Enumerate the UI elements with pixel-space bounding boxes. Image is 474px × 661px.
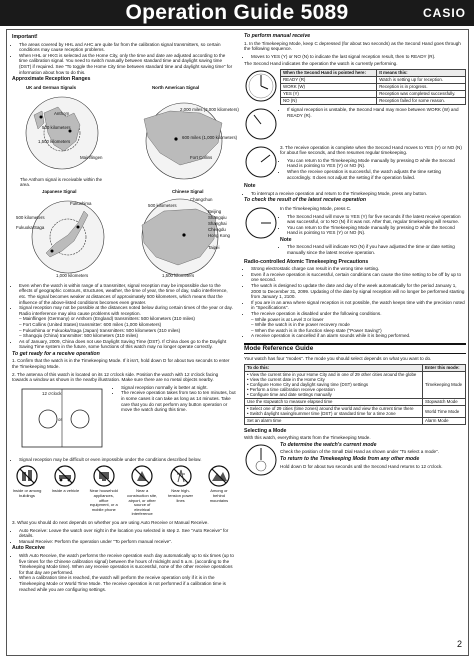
range-item: – Fort Collins (United States) transmitter: 600 miles (1,000 kilometers) (19, 321, 162, 327)
table-row (245, 417, 466, 424)
latest-note-heading: Note (280, 236, 292, 243)
table-cell (245, 417, 423, 424)
interference-icons (12, 465, 234, 517)
watch-face-icon (244, 145, 278, 179)
diag-bullet: • Signal reception normally is better at night. (121, 385, 239, 391)
important-bullet: • The areas covered by HHL and AHC are quite far from the calibration signal transmitters, so certain conditions may cause reception problems. (19, 42, 234, 53)
determine-mode-block (244, 443, 466, 479)
manual-step-2b (244, 107, 466, 143)
right-column (244, 34, 466, 480)
range-item: – Fukushima or Fukuoka/Saga (Japan) transmitters: 500 kilometers (310 miles) (19, 327, 181, 333)
manual-bullet: • Moves to YES (Y) or NO (N) to indicate the last signal reception result, then to READY (R). (251, 54, 466, 60)
watch-diagram (244, 206, 280, 242)
range-bullet: • As of January, 2009, China does not use Daylight Saving Time (DST). If China does go to the Daylight Saving Time system in the future, some functions of this watch may no longer operate correctly. (19, 339, 234, 350)
manual-step-1: 1. In the Timekeeping Mode, keep C depressed (for about two seconds) as the Second Hand goes through the following sequence. (244, 40, 461, 52)
manual-heading: To perform manual receive (244, 33, 311, 39)
jp-label: Fukuoka/Saga (16, 224, 45, 230)
uk-label: Mainflingen (80, 154, 103, 160)
vehicle-icon (54, 465, 76, 487)
important-heading: Important! (12, 34, 38, 40)
cn-label: Beijing (208, 208, 222, 214)
important-bullet: • When HHL or HKG is selected as the Home City, only the time and date are adjusted according to the time calibration signal. You need to switch manually between standard time and daylight saving time (DST) if required. See "To toggle the Home City time between standard time and daylight saving time" for information about how to do this. (19, 53, 234, 75)
buildings-warning (12, 465, 42, 517)
watch-diagram (244, 69, 280, 105)
precautions-heading: Radio-controlled Atomic Timekeeping Precautions (244, 258, 369, 265)
mode-task: • View the current date in the Home City (247, 377, 325, 383)
auto-bullet: • With Auto Receive, the watch performs the receive operation each day automatically up to six times (up to five times for the Chinese calibration signal) between the hours of midnight and 5 a.m. (according to the Timekeeping Mode time). When any receive operation is successful, none of the other receive operations for that day are performed. (19, 553, 234, 575)
icon-caption: Near a construction site, airport, or other source of electrical interference (127, 488, 158, 517)
na-label: 600 miles (1,000 kilometers) (182, 134, 238, 140)
note-heading: Note (244, 183, 256, 190)
left-column (12, 34, 239, 594)
poor-list (12, 457, 234, 463)
determine-text: Check the position of the Small Dial Hand as shown under "To select a mode". (280, 449, 440, 455)
precaution-bullet: • The receive operation is disabled under the following conditions. (251, 311, 466, 317)
step3-item: • Manual Receive: Perform the operation under "To perform manual receive". (19, 539, 234, 545)
table-row (245, 371, 466, 398)
mode-task: • Configure Home City and daylight saving time (DST) settings (247, 382, 369, 388)
uk-label: Anthorn (54, 110, 70, 116)
mode-table-header: Enter this mode: (422, 364, 465, 371)
mode-name: Alarm Mode (422, 417, 465, 424)
uk-map-title: UK and German Signals (26, 84, 77, 90)
construction-icon (131, 465, 153, 487)
mode-task: Set an alarm time (247, 418, 282, 424)
table-row (245, 398, 466, 405)
ranges-heading: Approximate Reception Ranges (12, 76, 91, 83)
note-bullet: • To interrupt a receive operation and return to the Timekeeping Mode, press any button. (251, 191, 466, 197)
step3-bullet: • When the receive operation is successful, the watch adjusts the time setting accordingly. It does not adjust the setting if the operation failed. (287, 169, 466, 180)
icon-caption: Inside a vehicle (51, 488, 80, 494)
range-bullet: • Even when the watch is within range of a transmitter, signal reception may be impossible due to the effects of geographic contours, structures, weather, the time of year, the time of day, radio interference, etc. The signal becomes weaker at distances of approximately 500 kilometers, which means that the influence of the above-listed conditions becomes even greater. (19, 283, 234, 305)
mode-task: • Perform a time calibration receive operation (247, 387, 335, 393)
step3-text: 3. The receive operation is complete when the Second Hand moves to YES (Y) or NO (N) for about five seconds, and then resumes regular timekeeping. (280, 144, 462, 156)
window-illustration (18, 385, 108, 451)
jp-label: Fukushima (70, 200, 92, 206)
uk-note: The Anthorn signal is receivable within the area. (20, 176, 103, 187)
result-table-header: It means this: (377, 69, 466, 76)
auto-heading: Auto Receive (12, 545, 45, 552)
unstable-list (280, 107, 466, 118)
uk-label: 1,500 kilometers (38, 138, 71, 144)
icon-caption: Inside or among buildings (12, 488, 42, 499)
latest-heading: To check the result of the latest receive operation (244, 197, 367, 204)
manual-step-2 (244, 69, 466, 105)
latest-note-list (280, 244, 466, 255)
latest-block (244, 206, 466, 258)
table-cell (245, 371, 423, 398)
precaution-bullet: • The watch is designed to update the date and day of the week automatically for the period January 1, 2000 to December 31, 2099. Updating of the date by signal reception will no longer be performed starting from January 1, 2100. (251, 283, 466, 300)
buildings-icon (16, 465, 38, 487)
cn-label: 500 kilometers (148, 202, 177, 208)
powerline-warning (166, 465, 196, 517)
unstable-bullet: • If signal reception is unstable, the Second Hand may move between WORK (W) and READY (R). (287, 107, 466, 118)
precaution-item: – While the watch is in the power recovery mode (251, 322, 350, 328)
table-cell: YES (Y) (281, 90, 377, 97)
ready-step-1: 1. Confirm that the watch is in the Timekeeping Mode. If it isn't, hold down D for about two seconds to enter the Timekeeping Mode. (12, 358, 230, 370)
precaution-bullet: • Strong electrostatic charge can result in the wrong time setting. (251, 266, 466, 272)
auto-bullet: • When a calibration time is reached, the watch will perform the receive operation only if it is in the Timekeeping Mode or World Time Mode. The receive operation is not performed if a calibration time is reached while you are configuring settings. (19, 575, 234, 592)
table-row (281, 76, 466, 83)
ready-heading: To get ready for a receive operation (12, 350, 100, 357)
latest-bullet: • The Second Hand will move to YES (Y) for five seconds if the latest receive operation was successful, or to NO (N) if it was not. After that, regular timekeeping will resume. (287, 214, 466, 225)
range-item: – Mainflingen (Germany) or Anthorn (England) transmitters: 500 kilometers (310 miles) (19, 316, 195, 322)
latest-intro: In the Timekeeping Mode, press C. (280, 205, 352, 211)
poor-bullet: • Signal reception may be difficult or even impossible under the conditions described below. (19, 457, 234, 463)
mode-task: • Configure time and date settings manually (247, 392, 332, 398)
latest-note: • The Second Hand will indicate NO (N) if you have adjusted the time or date setting manually since the latest receive operation. (287, 244, 466, 255)
watch-diagram (244, 145, 280, 181)
result-table (280, 69, 466, 105)
table-cell: Reception was completed successfully. (377, 90, 466, 97)
cn-label: Taipei (208, 244, 220, 250)
diag-label: or (58, 416, 62, 422)
auto-list (12, 553, 234, 592)
mountain-icon (208, 465, 230, 487)
diag-label: 12 o'clock (42, 390, 62, 396)
range-item: – Shangqiu (China) transmitter: 500 kilometers (310 miles) (19, 333, 138, 339)
watch-face-icon (244, 69, 278, 103)
select-mode-text: With this watch, everything starts from the Timekeeping Mode. (244, 435, 371, 441)
cn-label: 1,500 kilometers (162, 272, 195, 278)
step3-list (12, 528, 234, 545)
return-heading: To return to the Timekeeping Mode from any other mode (280, 455, 420, 462)
table-cell: READY (R) (281, 76, 377, 83)
range-bullet: • Signal reception may not be possible at the distances noted below during certain times of the year or day. Radio interference may also cause problems with reception. (19, 305, 234, 316)
mode-task: • Switch daylight saving/summer time (DST) or standard time for a time zone (247, 411, 396, 417)
mode-ref-intro: Your watch has four "modes". The mode you should select depends on what you want to do. (244, 355, 432, 361)
table-row (245, 405, 466, 417)
brand-logo: CASIO (422, 6, 466, 20)
jp-label: 1,000 kilometers (56, 272, 89, 278)
range-list (12, 283, 234, 350)
watch-diagram (244, 107, 280, 143)
mode-name: Stopwatch Mode (422, 398, 465, 405)
precaution-bullet: • A receive operation is cancelled if an alarm sounds while it is being performed. (251, 333, 466, 339)
table-cell: WORK (W) (281, 83, 377, 90)
na-map-title: North American Signal (152, 84, 200, 90)
mountain-warning (204, 465, 234, 517)
latest-list (280, 214, 466, 236)
diag-bullet: • The receive operation takes from two to ten minutes, but in some cases it can take as long as 14 minutes. Take care that you do not perform any button operation or move the watch during this time. (121, 390, 239, 412)
header-bar (0, 0, 474, 26)
step3-item: • Auto Receive: Leave the watch over night in the location you selected in step 2. See "Auto Receive" for details. (19, 528, 234, 539)
uk-label: 500 kilometers (42, 124, 71, 130)
result-table-wrap (280, 69, 466, 105)
table-cell: Watch is setting up for reception. (377, 76, 466, 83)
select-mode-heading: Selecting a Mode (244, 427, 287, 434)
mode-name: World Time Mode (422, 405, 465, 417)
step3-bullets (280, 158, 466, 180)
cn-label: Hong Kong (208, 232, 230, 238)
manual-step-3 (244, 145, 466, 183)
power-line-icon (170, 465, 192, 487)
icon-caption: Among or behind mountains (209, 488, 229, 503)
ready-step-3: 3. What you should do next depends on whether you are using Auto Receive or Manual Receive. (12, 520, 209, 525)
precaution-bullet: • Even if a receive operation is successful, certain conditions can cause the time setting to be off by up to one second. (251, 272, 466, 283)
table-cell: Reception failed for some reason. (377, 97, 466, 104)
mode-reference-heading: Mode Reference Guide (244, 343, 466, 354)
mode-name: Timekeeping Mode (422, 371, 465, 398)
note-list (244, 191, 466, 197)
table-cell: Reception is in progress. (377, 83, 466, 90)
precaution-bullet: • If you are in an area where signal reception is not possible, the watch keeps time with the precision noted in "Specifications". (251, 300, 466, 311)
table-row (281, 97, 466, 104)
manual-list (244, 54, 466, 60)
mode-task: • Select one of 29 cities (time zones) around the world and view the current time there (247, 406, 414, 412)
latest-bullet: • You can return to the Timekeeping Mode manually by pressing D while the Second Hand is pointing to YES (Y) or NO (N). (287, 225, 466, 236)
important-list (12, 42, 234, 76)
watch-diagram (244, 443, 280, 479)
icon-caption: Near household appliances, office equipment, or a mobile phone (89, 488, 118, 512)
jp-map-title: Japanese Signal (42, 188, 77, 194)
precaution-item: – When the watch is in the function sleep state ("Power Saving") (251, 327, 382, 333)
page-title: Operation Guide 5089 (125, 1, 349, 24)
step3-bullet: • You can return to the Timekeeping Mode manually by pressing D while the Second Hand is pointing to YES (Y) or NO (N). (287, 158, 466, 169)
ready-step-2: 2. The antenna of this watch is located on its 12 o'clock side. Position the watch with 12 o'clock facing towards a window as shown in the nearby illustration. Make sure there are no metal objects nearby. (12, 371, 219, 383)
table-row (281, 90, 466, 97)
manual-step-1b: The Second Hand indicates the operation the watch is currently performing. (244, 61, 398, 67)
watch-face-icon (244, 107, 278, 141)
precautions-list (244, 266, 466, 339)
watch-face-icon (244, 206, 278, 240)
determine-heading: To determine the watch's current mode (280, 441, 377, 448)
cn-label: Chengdu (208, 226, 226, 232)
construction-warning (127, 465, 157, 517)
return-text: Hold down D for about two seconds until the Second Hand returns to 12 o'clock. (280, 463, 443, 469)
na-label: Fort Collins (190, 154, 213, 160)
cn-map-title: Chinese Signal (172, 188, 204, 194)
table-row (281, 83, 466, 90)
table-cell: NO (N) (281, 97, 377, 104)
jp-map (18, 197, 118, 279)
diag-list (114, 385, 239, 413)
reception-maps (12, 84, 239, 281)
mode-task: Use the stopwatch to measure elapsed time (247, 399, 333, 405)
icon-caption: Near high-tension power lines (168, 488, 194, 503)
vehicle-warning (50, 465, 80, 517)
jp-label: 500 kilometers (16, 214, 45, 220)
table-cell (245, 405, 423, 417)
na-label: 2,000 miles (3,000 kilometers) (180, 106, 239, 112)
result-table-header: When the Second Hand is pointed here: (281, 69, 377, 76)
window-diagram (12, 385, 234, 455)
precaution-item: – While power is at Level 3 or lower (251, 316, 324, 322)
mode-task: • View the current time in your Home City and in one of 29 other cities around the globe (247, 372, 417, 378)
page-number: 2 (456, 639, 462, 649)
appliance-warning (89, 465, 119, 517)
cn-label: Changchun (190, 196, 213, 202)
uk-map (14, 93, 114, 175)
table-cell (245, 398, 423, 405)
mode-table-header: To do this: (245, 364, 423, 371)
cn-label: Shanghai (208, 220, 227, 226)
appliance-icon (93, 465, 115, 487)
cn-label: Shangqiu (208, 214, 227, 220)
watch-face-icon (244, 443, 278, 477)
mode-table (244, 364, 466, 425)
